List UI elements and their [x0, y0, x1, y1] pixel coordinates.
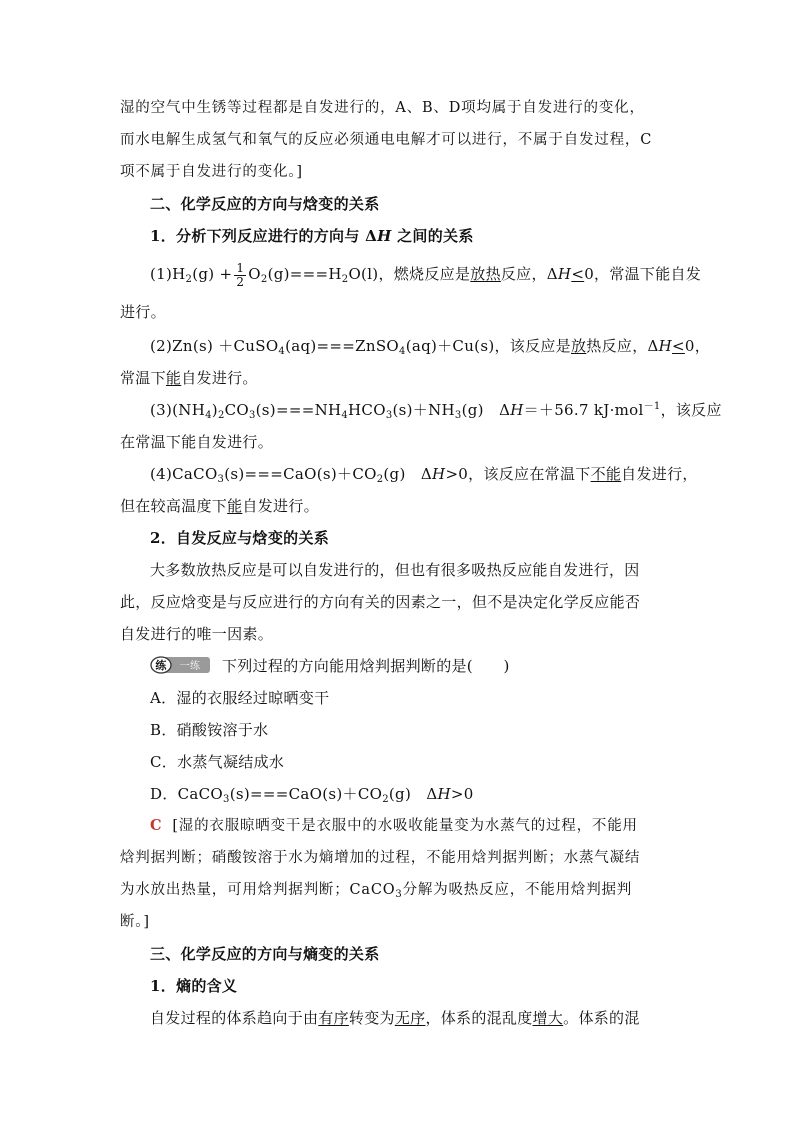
practice-badge-char: 练 [155, 659, 167, 672]
answer-letter: C [150, 817, 163, 834]
practice-badge-icon [150, 656, 210, 674]
subheading-2-2: 2．自发反应与焓变的关系 [150, 529, 330, 547]
section-heading-2: 二、化学反应的方向与焓变的关系 [150, 195, 380, 213]
option-b: B．硝酸铵溶于水 [150, 721, 269, 739]
option-d: D．$CaCO_3(s)===CaO(s)+CO_2(g)$ ΔH>0 [150, 785, 474, 805]
explanation-line-1: 湿的空气中生锈等过程都是自发进行的，A、B、D项均属于自发进行的变化， [120, 100, 645, 116]
subheading-3-1: 1．熵的含义 [150, 977, 238, 995]
explanation-line-3: 项不属于自发进行的变化。] [120, 164, 303, 180]
answer-line-4: 断。] [120, 914, 150, 930]
option-a: A．湿的衣服经过晾晒变干 [150, 689, 330, 707]
entropy-paragraph-line-1: 自发过程的体系趋向于由有序转变为无序，体系的混乱度增大。体系的混 [150, 1009, 640, 1027]
answer-line-2: 焓判据判断；硝酸铵溶于水为熵增加的过程，不能用焓判据判断；水蒸气凝结 [120, 850, 641, 866]
section-heading-3: 三、化学反应的方向与熵变的关系 [150, 945, 380, 963]
reaction-2-continued: 常温下能自发进行。 [120, 369, 258, 387]
reaction-3: $(3)(NH_4)_2CO_3(s)===NH_4HCO_3(s)+NH_3(g)$ ΔH＝＋56.7 kJ·mol$^{-1}$，该反应 [150, 401, 722, 421]
reaction-1: $(1)H_2(g)$ + $\frac{1}{2}$ $O_2(g)===H_2O(l)$，燃烧反应是放热反应，ΔH<0，常温下能自发 [150, 260, 702, 289]
explanation-line-2: 而水电解生成氢气和氧气的反应必须通电电解才可以进行，不属于自发过程，C [120, 132, 653, 148]
fraction-half: $\frac{1}{2}$ [236, 260, 245, 289]
reaction-1-continued: 进行。 [120, 303, 166, 321]
reaction-3-continued: 在常温下能自发进行。 [120, 433, 274, 451]
paragraph-line-3: 自发进行的唯一因素。 [120, 625, 274, 643]
subheading-2-1: 1．分析下列反应进行的方向与 ΔH 之间的关系 [150, 227, 474, 245]
answer-line-3: 为水放出热量，可用焓判据判断；CaCO$_3$分解为吸热反应，不能用焓判据判 [120, 882, 633, 900]
option-c: C．水蒸气凝结成水 [150, 753, 285, 771]
paragraph-line-1: 大多数放热反应是可以自发进行的，但也有很多吸热反应能自发进行，因 [150, 561, 640, 579]
practice-badge-label: 一练 [179, 661, 201, 672]
reaction-4: $(4)CaCO_3(s)===CaO(s)+CO_2(g)$ ΔH>0，该反应在常温下不能自发进行， [150, 465, 698, 485]
answer-line-1: C [湿的衣服晾晒变干是衣服中的水吸收能量变为水蒸气的过程，不能用 [150, 817, 638, 834]
reaction-4-continued: 但在较高温度下能自发进行。 [120, 497, 319, 515]
reaction-2: (2)Zn(s) ＋CuSO$_4$(aq)===ZnSO$_4$(aq)＋Cu(s)，该反应是放热反应，ΔH<0， [150, 337, 711, 357]
practice-question: 练 一练 下列过程的方向能用焓判据判断的是( ) [150, 656, 710, 676]
paragraph-line-2: 此，反应焓变是与反应进行的方向有关的因素之一，但不是决定化学反应能否 [120, 593, 641, 611]
